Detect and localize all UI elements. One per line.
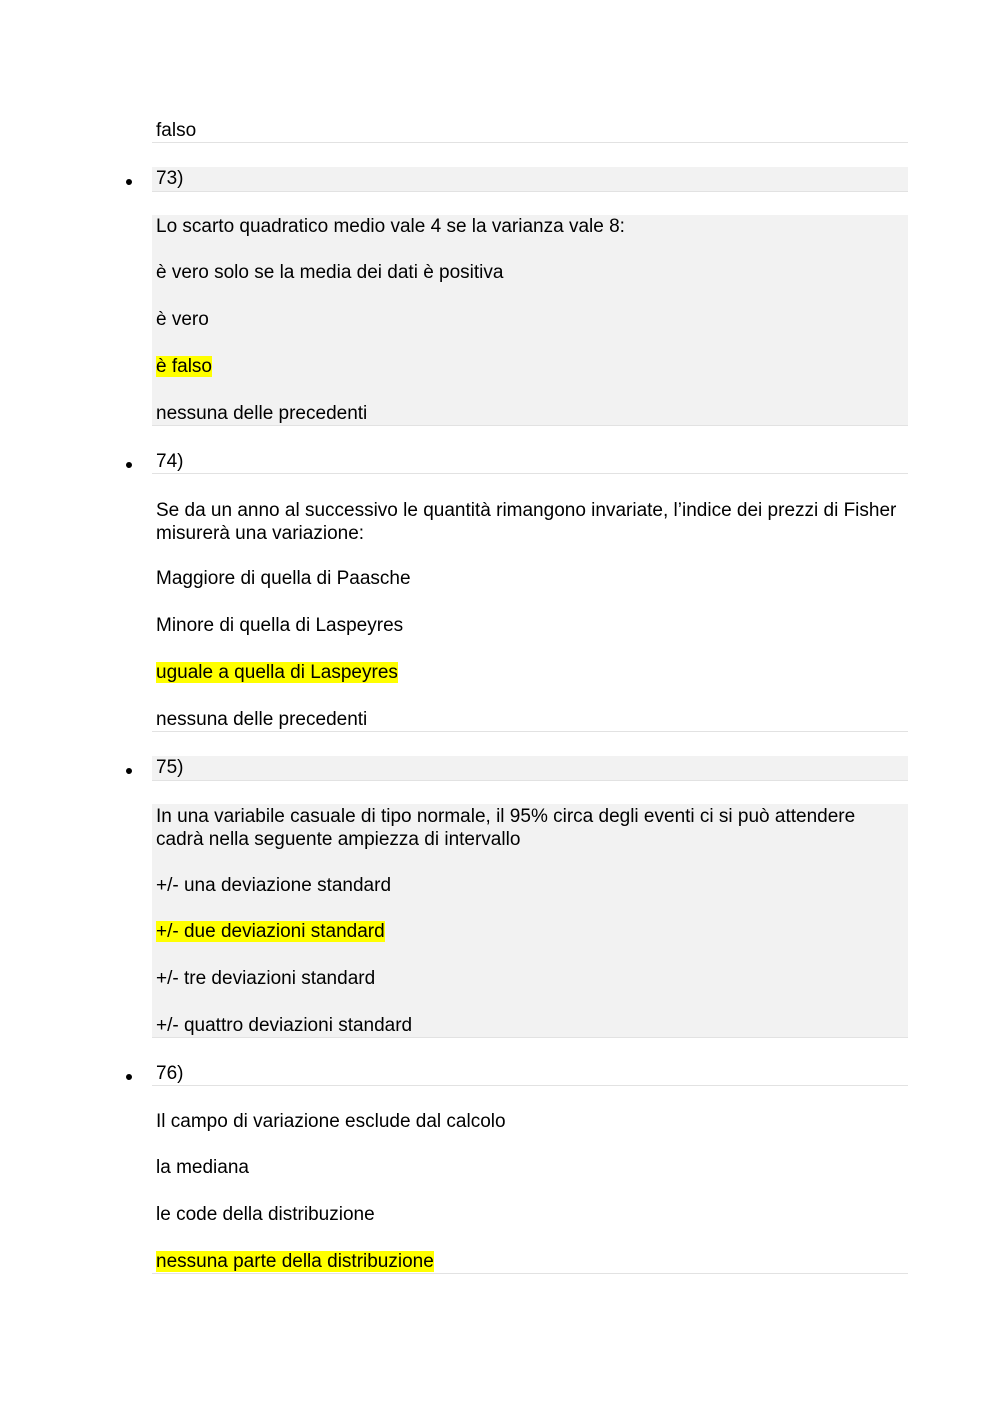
question-prompt: Il campo di variazione esclude dal calcolo [156, 1111, 506, 1132]
answer-option: nessuna delle precedenti [156, 709, 368, 730]
bullet-icon [126, 179, 132, 185]
answer-option: le code della distribuzione [156, 1204, 375, 1225]
answer-option: +/- una deviazione standard [156, 875, 392, 896]
answer-option: è vero [156, 309, 209, 330]
question-header-band [152, 167, 908, 191]
divider [152, 1037, 908, 1038]
answer-option-highlighted [156, 662, 398, 684]
answer-option: +/- quattro deviazioni standard [156, 1015, 413, 1036]
question-number: 75) [156, 757, 184, 778]
answer-option-highlighted [156, 921, 385, 943]
answer-option: è vero solo se la media dei dati è positiva [156, 262, 504, 283]
divider [152, 473, 908, 474]
answer-option: +/- tre deviazioni standard [156, 968, 376, 989]
question-body-band [152, 215, 908, 426]
divider [152, 1085, 908, 1086]
answer-highlight: è falso [156, 356, 212, 377]
question-number: 74) [156, 451, 184, 472]
question-header-band [152, 756, 908, 780]
answer-option: nessuna delle precedenti [156, 403, 368, 424]
bullet-icon [126, 1074, 132, 1080]
answer-highlight: uguale a quella di Laspeyres [156, 662, 398, 683]
divider [152, 780, 908, 781]
divider [152, 425, 908, 426]
divider [152, 731, 908, 732]
answer-option-highlighted [156, 356, 212, 378]
question-prompt: Lo scarto quadratico medio vale 4 se la varianza vale 8: [156, 216, 625, 237]
question-number: 73) [156, 168, 184, 189]
answer-highlight: +/- due deviazioni standard [156, 921, 385, 942]
divider [152, 142, 908, 143]
bullet-icon [126, 462, 132, 468]
answer-option-highlighted [156, 1251, 434, 1273]
answer-option: Maggiore di quella di Paasche [156, 568, 411, 589]
bullet-icon [126, 768, 132, 774]
carryover-answer: falso [156, 120, 197, 141]
question-prompt: In una variabile casuale di tipo normale, il 95% circa degli eventi ci si può attendere cadrà nella seguente ampiezza di intervallo [156, 806, 856, 850]
answer-option: Minore di quella di Laspeyres [156, 615, 404, 636]
question-number: 76) [156, 1063, 184, 1084]
answer-option: la mediana [156, 1157, 249, 1178]
divider [152, 1273, 908, 1274]
question-prompt: Se da un anno al successivo le quantità rimangono invariate, l’indice dei prezzi di Fisher misurerà una variazione: [156, 500, 897, 544]
answer-highlight: nessuna parte della distribuzione [156, 1251, 434, 1272]
divider [152, 191, 908, 192]
